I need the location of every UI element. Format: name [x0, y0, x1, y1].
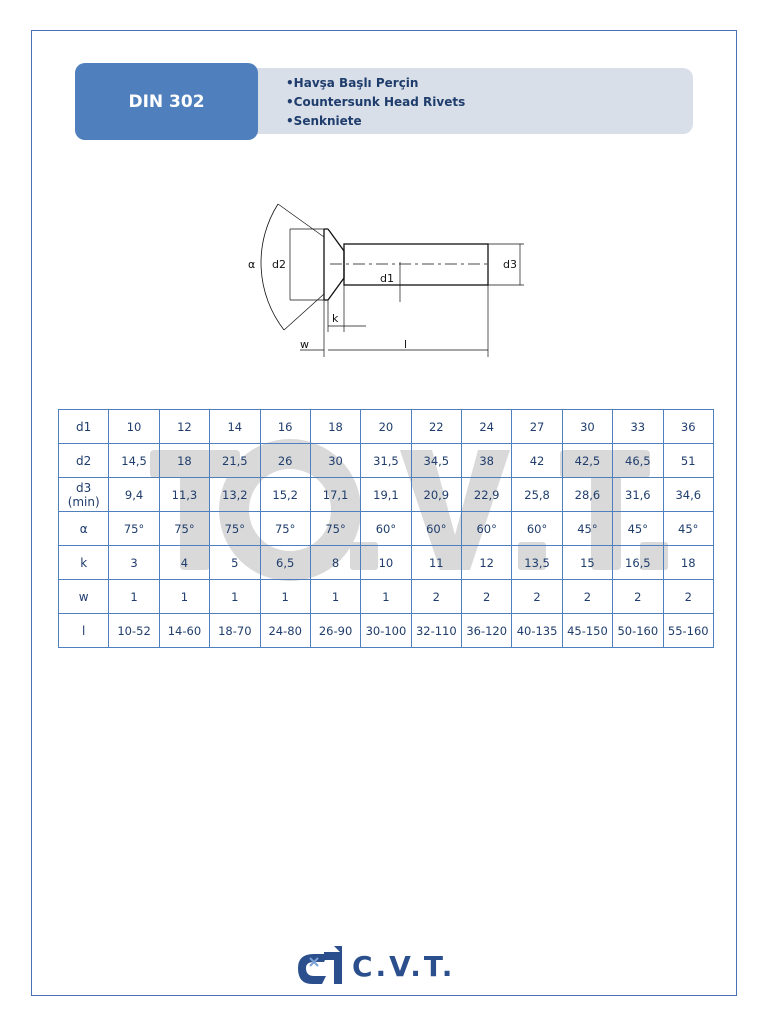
table-cell: 14,5 — [109, 444, 159, 478]
table-cell: 18 — [663, 546, 714, 580]
row-label: l — [59, 614, 109, 648]
label-d2: d2 — [272, 258, 286, 271]
table-cell: 22 — [411, 410, 461, 444]
name-english: • Countersunk Head Rivets — [286, 93, 465, 112]
dimension-table — [58, 409, 714, 648]
table-cell: 45° — [613, 512, 663, 546]
row-label: α — [59, 512, 109, 546]
table-cell: 14 — [210, 410, 260, 444]
table-row — [59, 444, 714, 478]
name-german: • Senkniete — [286, 112, 465, 131]
table-cell: 8 — [310, 546, 360, 580]
table-cell: 60° — [411, 512, 461, 546]
table-cell: 9,4 — [109, 478, 159, 512]
standard-title: DIN 302 — [75, 63, 258, 140]
table-cell: 30-100 — [361, 614, 411, 648]
table-cell: 46,5 — [613, 444, 663, 478]
head-cone — [328, 229, 344, 300]
table-cell: 2 — [462, 580, 512, 614]
table-cell: 32-110 — [411, 614, 461, 648]
table-cell: 2 — [613, 580, 663, 614]
table-cell: 30 — [562, 410, 612, 444]
table-cell: 38 — [462, 444, 512, 478]
table-cell: 60° — [512, 512, 562, 546]
label-d1: d1 — [380, 272, 394, 285]
table-cell: 26-90 — [310, 614, 360, 648]
table-cell: 19,1 — [361, 478, 411, 512]
table-cell: 18 — [159, 444, 209, 478]
table-cell: 45-150 — [562, 614, 612, 648]
table-cell: 1 — [159, 580, 209, 614]
table-cell: 75° — [260, 512, 310, 546]
table-cell: 40-135 — [512, 614, 562, 648]
table-cell: 11,3 — [159, 478, 209, 512]
table-cell: 18 — [310, 410, 360, 444]
row-label: d1 — [59, 410, 109, 444]
table-cell: 75° — [310, 512, 360, 546]
label-l: l — [404, 338, 408, 351]
table-cell: 42 — [512, 444, 562, 478]
table-cell: 36 — [663, 410, 714, 444]
table-row — [59, 546, 714, 580]
table-cell: 16 — [260, 410, 310, 444]
table-cell: 12 — [462, 546, 512, 580]
table-row — [59, 410, 714, 444]
cvt-logo — [290, 938, 490, 990]
table-cell: 2 — [411, 580, 461, 614]
table-cell: 3 — [109, 546, 159, 580]
table-cell: 30 — [310, 444, 360, 478]
table-cell: 45° — [663, 512, 714, 546]
table-cell: 1 — [260, 580, 310, 614]
table-cell: 10-52 — [109, 614, 159, 648]
table-cell: 34,6 — [663, 478, 714, 512]
table-row — [59, 614, 714, 648]
table-cell: 13,2 — [210, 478, 260, 512]
rivet-drawing — [240, 192, 530, 362]
table-row — [59, 580, 714, 614]
table-cell: 55-160 — [663, 614, 714, 648]
label-w: w — [300, 338, 309, 351]
table-cell: 24-80 — [260, 614, 310, 648]
table-cell: 11 — [411, 546, 461, 580]
logo-mark — [298, 946, 342, 984]
table-cell: 34,5 — [411, 444, 461, 478]
label-k: k — [332, 312, 339, 325]
table-cell: 60° — [361, 512, 411, 546]
table-cell: 12 — [159, 410, 209, 444]
table-cell: 2 — [562, 580, 612, 614]
table-cell: 26 — [260, 444, 310, 478]
row-label: d3 (min) — [59, 478, 109, 512]
table-cell: 42,5 — [562, 444, 612, 478]
table-cell: 22,9 — [462, 478, 512, 512]
table-cell: 51 — [663, 444, 714, 478]
shank — [344, 244, 488, 285]
table-cell: 20,9 — [411, 478, 461, 512]
table-cell: 10 — [361, 546, 411, 580]
table-cell: 5 — [210, 546, 260, 580]
table-cell: 16,5 — [613, 546, 663, 580]
table-cell: 4 — [159, 546, 209, 580]
table-cell: 15,2 — [260, 478, 310, 512]
table-row — [59, 512, 714, 546]
table-cell: 75° — [210, 512, 260, 546]
name-turkish: • Havşa Başlı Perçin — [286, 74, 465, 93]
row-label: k — [59, 546, 109, 580]
table-cell: 31,5 — [361, 444, 411, 478]
table-cell: 36-120 — [462, 614, 512, 648]
table-cell: 31,6 — [613, 478, 663, 512]
table-cell: 75° — [109, 512, 159, 546]
table-cell: 2 — [663, 580, 714, 614]
logo-text: C.V.T. — [352, 950, 456, 983]
label-alpha: α — [248, 258, 256, 271]
table-cell: 1 — [310, 580, 360, 614]
table-cell: 1 — [109, 580, 159, 614]
table-cell: 2 — [512, 580, 562, 614]
table-cell: 13,5 — [512, 546, 562, 580]
table-cell: 25,8 — [512, 478, 562, 512]
table-cell: 10 — [109, 410, 159, 444]
table-cell: 28,6 — [562, 478, 612, 512]
table-cell: 1 — [210, 580, 260, 614]
label-d3: d3 — [503, 258, 517, 271]
table-row — [59, 478, 714, 512]
table-cell: 18-70 — [210, 614, 260, 648]
table-cell: 6,5 — [260, 546, 310, 580]
table-cell: 50-160 — [613, 614, 663, 648]
table-cell: 60° — [462, 512, 512, 546]
product-names — [286, 74, 465, 131]
table-cell: 33 — [613, 410, 663, 444]
table-cell: 21,5 — [210, 444, 260, 478]
row-label: w — [59, 580, 109, 614]
table-cell: 45° — [562, 512, 612, 546]
table-cell: 17,1 — [310, 478, 360, 512]
table-cell: 27 — [512, 410, 562, 444]
table-cell: 14-60 — [159, 614, 209, 648]
table-cell: 24 — [462, 410, 512, 444]
table-cell: 1 — [361, 580, 411, 614]
table-cell: 15 — [562, 546, 612, 580]
table-cell: 20 — [361, 410, 411, 444]
table-cell: 75° — [159, 512, 209, 546]
row-label: d2 — [59, 444, 109, 478]
